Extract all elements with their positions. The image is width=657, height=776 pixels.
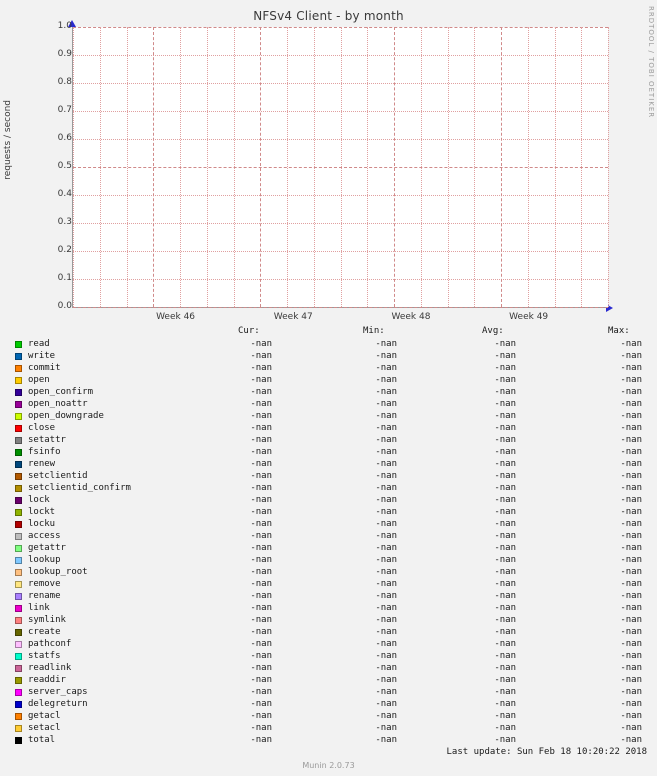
y-tick-label: 0.7 (57, 105, 72, 115)
legend-value-max: -nan (620, 447, 642, 457)
legend-value-min: -nan (375, 615, 397, 625)
legend-value-avg: -nan (494, 735, 516, 745)
x-gridline (287, 27, 288, 307)
legend-item[interactable] (10, 482, 650, 494)
legend-value-avg: -nan (494, 603, 516, 613)
legend-value-avg: -nan (494, 363, 516, 373)
legend-item[interactable] (10, 470, 650, 482)
legend-value-cur: -nan (250, 675, 272, 685)
legend-value-max: -nan (620, 711, 642, 721)
legend-value-avg: -nan (494, 339, 516, 349)
legend-value-min: -nan (375, 375, 397, 385)
legend-value-cur: -nan (250, 723, 272, 733)
legend-item-label: remove (28, 579, 61, 589)
legend-value-avg: -nan (494, 387, 516, 397)
x-tick-label: Week 48 (391, 312, 431, 322)
legend-color-swatch-icon (15, 665, 22, 672)
legend-value-cur: -nan (250, 495, 272, 505)
legend-color-swatch-icon (15, 413, 22, 420)
legend-value-cur: -nan (250, 555, 272, 565)
legend-color-swatch-icon (15, 461, 22, 468)
legend-item-label: open_confirm (28, 387, 94, 397)
legend-value-max: -nan (620, 483, 642, 493)
legend-value-avg: -nan (494, 663, 516, 673)
legend-item[interactable] (10, 578, 650, 590)
legend-item[interactable] (10, 458, 650, 470)
legend-item[interactable] (10, 722, 650, 734)
legend-col-avg: Avg: (482, 326, 504, 336)
legend-item-label: statfs (28, 651, 61, 661)
legend-value-avg: -nan (494, 723, 516, 733)
legend-item-label: rename (28, 591, 61, 601)
legend-value-avg: -nan (494, 699, 516, 709)
legend-color-swatch-icon (15, 545, 22, 552)
legend-value-cur: -nan (250, 603, 272, 613)
x-gridline (581, 27, 582, 307)
legend-item-label: open_noattr (28, 399, 88, 409)
legend-item-label: read (28, 339, 50, 349)
legend-color-swatch-icon (15, 425, 22, 432)
legend-item-label: readdir (28, 675, 66, 685)
legend-item-label: fsinfo (28, 447, 61, 457)
legend-item-label: lockt (28, 507, 56, 517)
legend-value-avg: -nan (494, 579, 516, 589)
legend-value-max: -nan (620, 363, 642, 373)
x-gridline (314, 27, 315, 307)
legend-value-avg: -nan (494, 651, 516, 661)
legend-color-swatch-icon (15, 377, 22, 384)
legend-item-label: symlink (28, 615, 66, 625)
legend-item-label: close (28, 423, 56, 433)
legend-value-avg: -nan (494, 411, 516, 421)
legend-value-cur: -nan (250, 423, 272, 433)
legend-value-cur: -nan (250, 399, 272, 409)
legend-value-max: -nan (620, 615, 642, 625)
y-tick-label: 1.0 (57, 21, 72, 31)
x-tick-label: Week 49 (509, 312, 549, 322)
y-tick-label: 0.4 (57, 189, 72, 199)
legend-value-cur: -nan (250, 651, 272, 661)
plot-area (72, 27, 608, 308)
x-gridline (501, 27, 502, 307)
legend-color-swatch-icon (15, 701, 22, 708)
legend-color-swatch-icon (15, 353, 22, 360)
legend-value-min: -nan (375, 447, 397, 457)
legend-value-cur: -nan (250, 699, 272, 709)
legend-value-max: -nan (620, 603, 642, 613)
legend-value-max: -nan (620, 435, 642, 445)
legend-item[interactable] (10, 674, 650, 686)
legend-value-min: -nan (375, 651, 397, 661)
y-tick-label: 0.2 (57, 245, 72, 255)
legend-item-label: setclientid_confirm (28, 483, 131, 493)
legend-item-label: readlink (28, 663, 72, 673)
legend-color-swatch-icon (15, 725, 22, 732)
legend (10, 326, 650, 746)
x-gridline (448, 27, 449, 307)
legend-item[interactable] (10, 362, 650, 374)
legend-value-avg: -nan (494, 519, 516, 529)
legend-color-swatch-icon (15, 473, 22, 480)
legend-value-cur: -nan (250, 639, 272, 649)
legend-value-cur: -nan (250, 459, 272, 469)
legend-item-label: renew (28, 459, 56, 469)
legend-color-swatch-icon (15, 581, 22, 588)
legend-value-max: -nan (620, 567, 642, 577)
legend-value-min: -nan (375, 387, 397, 397)
legend-item[interactable] (10, 518, 650, 530)
legend-item-label: delegreturn (28, 699, 88, 709)
legend-item[interactable] (10, 542, 650, 554)
legend-value-min: -nan (375, 723, 397, 733)
legend-value-min: -nan (375, 519, 397, 529)
legend-item-label: open_downgrade (28, 411, 104, 421)
legend-color-swatch-icon (15, 605, 22, 612)
legend-value-cur: -nan (250, 615, 272, 625)
legend-value-min: -nan (375, 699, 397, 709)
legend-value-min: -nan (375, 363, 397, 373)
legend-color-swatch-icon (15, 341, 22, 348)
legend-value-avg: -nan (494, 639, 516, 649)
legend-value-min: -nan (375, 687, 397, 697)
legend-value-min: -nan (375, 627, 397, 637)
y-tick-label: 0.0 (57, 301, 72, 311)
x-gridline (528, 27, 529, 307)
legend-value-max: -nan (620, 651, 642, 661)
legend-header-row (10, 326, 650, 338)
legend-value-cur: -nan (250, 483, 272, 493)
legend-value-min: -nan (375, 495, 397, 505)
legend-value-max: -nan (620, 699, 642, 709)
legend-item[interactable] (10, 734, 650, 746)
x-gridline (367, 27, 368, 307)
legend-item[interactable] (10, 710, 650, 722)
legend-item[interactable] (10, 614, 650, 626)
legend-value-cur: -nan (250, 627, 272, 637)
legend-value-avg: -nan (494, 447, 516, 457)
legend-color-swatch-icon (15, 401, 22, 408)
legend-value-avg: -nan (494, 495, 516, 505)
legend-value-cur: -nan (250, 339, 272, 349)
legend-color-swatch-icon (15, 509, 22, 516)
y-gridline (73, 307, 608, 308)
x-gridline (153, 27, 154, 307)
legend-value-min: -nan (375, 663, 397, 673)
legend-value-max: -nan (620, 723, 642, 733)
legend-color-swatch-icon (15, 713, 22, 720)
legend-value-max: -nan (620, 351, 642, 361)
legend-item-label: create (28, 627, 61, 637)
legend-value-cur: -nan (250, 711, 272, 721)
legend-value-min: -nan (375, 351, 397, 361)
legend-item[interactable] (10, 638, 650, 650)
legend-value-cur: -nan (250, 663, 272, 673)
legend-value-max: -nan (620, 339, 642, 349)
legend-color-swatch-icon (15, 689, 22, 696)
legend-value-avg: -nan (494, 471, 516, 481)
legend-value-avg: -nan (494, 531, 516, 541)
legend-item-label: setacl (28, 723, 61, 733)
legend-value-max: -nan (620, 675, 642, 685)
legend-item[interactable] (10, 602, 650, 614)
legend-item-label: lookup_root (28, 567, 88, 577)
legend-value-max: -nan (620, 519, 642, 529)
legend-value-min: -nan (375, 483, 397, 493)
legend-value-min: -nan (375, 471, 397, 481)
legend-item[interactable] (10, 650, 650, 662)
legend-value-max: -nan (620, 687, 642, 697)
legend-item[interactable] (10, 350, 650, 362)
x-tick-label: Week 46 (156, 312, 196, 322)
y-tick-label: 0.3 (57, 217, 72, 227)
legend-item[interactable] (10, 494, 650, 506)
legend-value-min: -nan (375, 339, 397, 349)
x-gridline (73, 27, 74, 307)
legend-item-label: getattr (28, 543, 66, 553)
legend-item-label: locku (28, 519, 56, 529)
legend-color-swatch-icon (15, 593, 22, 600)
legend-value-min: -nan (375, 423, 397, 433)
legend-value-max: -nan (620, 495, 642, 505)
legend-item-label: write (28, 351, 56, 361)
x-gridline (180, 27, 181, 307)
legend-item-label: lock (28, 495, 50, 505)
legend-value-cur: -nan (250, 411, 272, 421)
x-gridline (555, 27, 556, 307)
legend-value-cur: -nan (250, 543, 272, 553)
legend-value-min: -nan (375, 639, 397, 649)
legend-value-cur: -nan (250, 579, 272, 589)
x-gridline (234, 27, 235, 307)
legend-rows (10, 338, 650, 746)
legend-color-swatch-icon (15, 449, 22, 456)
x-gridline (127, 27, 128, 307)
legend-item-label: open (28, 375, 50, 385)
legend-value-max: -nan (620, 663, 642, 673)
legend-value-max: -nan (620, 411, 642, 421)
legend-item[interactable] (10, 698, 650, 710)
legend-item-label: pathconf (28, 639, 72, 649)
legend-item[interactable] (10, 554, 650, 566)
legend-item[interactable] (10, 566, 650, 578)
legend-item[interactable] (10, 374, 650, 386)
legend-value-cur: -nan (250, 435, 272, 445)
x-gridline (394, 27, 395, 307)
legend-col-min: Min: (363, 326, 385, 336)
legend-item[interactable] (10, 530, 650, 542)
legend-value-cur: -nan (250, 447, 272, 457)
y-tick-label: 0.6 (57, 133, 72, 143)
rrdtool-watermark: RRDTOOL / TOBI OETIKER (647, 6, 655, 119)
legend-col-cur: Cur: (238, 326, 260, 336)
legend-value-avg: -nan (494, 615, 516, 625)
x-gridline (608, 27, 609, 307)
x-gridline (421, 27, 422, 307)
legend-item-label: setattr (28, 435, 66, 445)
legend-value-max: -nan (620, 639, 642, 649)
legend-item-label: access (28, 531, 61, 541)
legend-value-avg: -nan (494, 567, 516, 577)
legend-color-swatch-icon (15, 521, 22, 528)
y-tick-label: 0.1 (57, 273, 72, 283)
x-gridline (100, 27, 101, 307)
x-gridline (341, 27, 342, 307)
legend-value-avg: -nan (494, 351, 516, 361)
legend-value-min: -nan (375, 459, 397, 469)
legend-value-max: -nan (620, 735, 642, 745)
legend-value-cur: -nan (250, 507, 272, 517)
legend-col-max: Max: (608, 326, 630, 336)
y-axis-label: requests / second (3, 100, 13, 180)
legend-value-avg: -nan (494, 507, 516, 517)
legend-value-cur: -nan (250, 363, 272, 373)
legend-value-avg: -nan (494, 555, 516, 565)
legend-value-avg: -nan (494, 675, 516, 685)
legend-value-max: -nan (620, 627, 642, 637)
legend-color-swatch-icon (15, 437, 22, 444)
last-update-text: Last update: Sun Feb 18 10:20:22 2018 (446, 747, 647, 757)
legend-item-label: total (28, 735, 56, 745)
legend-value-min: -nan (375, 591, 397, 601)
legend-value-cur: -nan (250, 519, 272, 529)
legend-value-max: -nan (620, 471, 642, 481)
legend-item[interactable] (10, 662, 650, 674)
legend-value-min: -nan (375, 435, 397, 445)
legend-item[interactable] (10, 686, 650, 698)
legend-color-swatch-icon (15, 497, 22, 504)
legend-value-min: -nan (375, 543, 397, 553)
legend-value-min: -nan (375, 567, 397, 577)
legend-value-max: -nan (620, 507, 642, 517)
legend-color-swatch-icon (15, 389, 22, 396)
legend-value-cur: -nan (250, 471, 272, 481)
legend-value-cur: -nan (250, 591, 272, 601)
legend-value-avg: -nan (494, 399, 516, 409)
munin-version-text: Munin 2.0.73 (302, 761, 355, 770)
legend-item[interactable] (10, 626, 650, 638)
legend-color-swatch-icon (15, 557, 22, 564)
legend-value-min: -nan (375, 603, 397, 613)
legend-value-avg: -nan (494, 543, 516, 553)
legend-value-avg: -nan (494, 423, 516, 433)
legend-item[interactable] (10, 386, 650, 398)
legend-value-avg: -nan (494, 483, 516, 493)
legend-value-max: -nan (620, 387, 642, 397)
legend-item[interactable] (10, 506, 650, 518)
legend-color-swatch-icon (15, 677, 22, 684)
legend-value-avg: -nan (494, 375, 516, 385)
legend-value-min: -nan (375, 507, 397, 517)
legend-color-swatch-icon (15, 641, 22, 648)
legend-value-avg: -nan (494, 687, 516, 697)
legend-item-label: link (28, 603, 50, 613)
legend-value-avg: -nan (494, 711, 516, 721)
legend-color-swatch-icon (15, 485, 22, 492)
y-tick-label: 0.8 (57, 77, 72, 87)
legend-value-min: -nan (375, 531, 397, 541)
legend-value-max: -nan (620, 543, 642, 553)
legend-value-max: -nan (620, 579, 642, 589)
legend-value-cur: -nan (250, 387, 272, 397)
legend-item-label: getacl (28, 711, 61, 721)
legend-value-max: -nan (620, 555, 642, 565)
legend-item[interactable] (10, 398, 650, 410)
x-gridline (474, 27, 475, 307)
legend-item[interactable] (10, 590, 650, 602)
legend-value-cur: -nan (250, 351, 272, 361)
legend-item-label: server_caps (28, 687, 88, 697)
legend-value-min: -nan (375, 579, 397, 589)
y-tick-label: 0.9 (57, 49, 72, 59)
legend-value-cur: -nan (250, 735, 272, 745)
legend-color-swatch-icon (15, 569, 22, 576)
x-tick-label: Week 47 (273, 312, 313, 322)
legend-value-max: -nan (620, 375, 642, 385)
legend-item[interactable] (10, 422, 650, 434)
legend-value-min: -nan (375, 675, 397, 685)
legend-value-cur: -nan (250, 687, 272, 697)
legend-value-avg: -nan (494, 591, 516, 601)
legend-value-max: -nan (620, 459, 642, 469)
legend-color-swatch-icon (15, 737, 22, 744)
legend-value-cur: -nan (250, 531, 272, 541)
legend-value-cur: -nan (250, 567, 272, 577)
y-tick-label: 0.5 (57, 161, 72, 171)
legend-value-max: -nan (620, 399, 642, 409)
legend-color-swatch-icon (15, 533, 22, 540)
legend-value-min: -nan (375, 411, 397, 421)
legend-item[interactable] (10, 434, 650, 446)
legend-item[interactable] (10, 338, 650, 350)
legend-value-max: -nan (620, 531, 642, 541)
legend-value-min: -nan (375, 735, 397, 745)
legend-value-min: -nan (375, 711, 397, 721)
legend-value-avg: -nan (494, 627, 516, 637)
legend-color-swatch-icon (15, 617, 22, 624)
legend-item-label: setclientid (28, 471, 88, 481)
legend-value-max: -nan (620, 423, 642, 433)
legend-item-label: commit (28, 363, 61, 373)
legend-value-avg: -nan (494, 435, 516, 445)
legend-color-swatch-icon (15, 653, 22, 660)
x-gridline (207, 27, 208, 307)
legend-value-cur: -nan (250, 375, 272, 385)
legend-color-swatch-icon (15, 629, 22, 636)
page-title: NFSv4 Client - by month (253, 9, 404, 23)
legend-color-swatch-icon (15, 365, 22, 372)
legend-item-label: lookup (28, 555, 61, 565)
legend-value-min: -nan (375, 555, 397, 565)
legend-value-avg: -nan (494, 459, 516, 469)
x-gridline (260, 27, 261, 307)
legend-value-max: -nan (620, 591, 642, 601)
legend-value-min: -nan (375, 399, 397, 409)
legend-item[interactable] (10, 410, 650, 422)
legend-item[interactable] (10, 446, 650, 458)
